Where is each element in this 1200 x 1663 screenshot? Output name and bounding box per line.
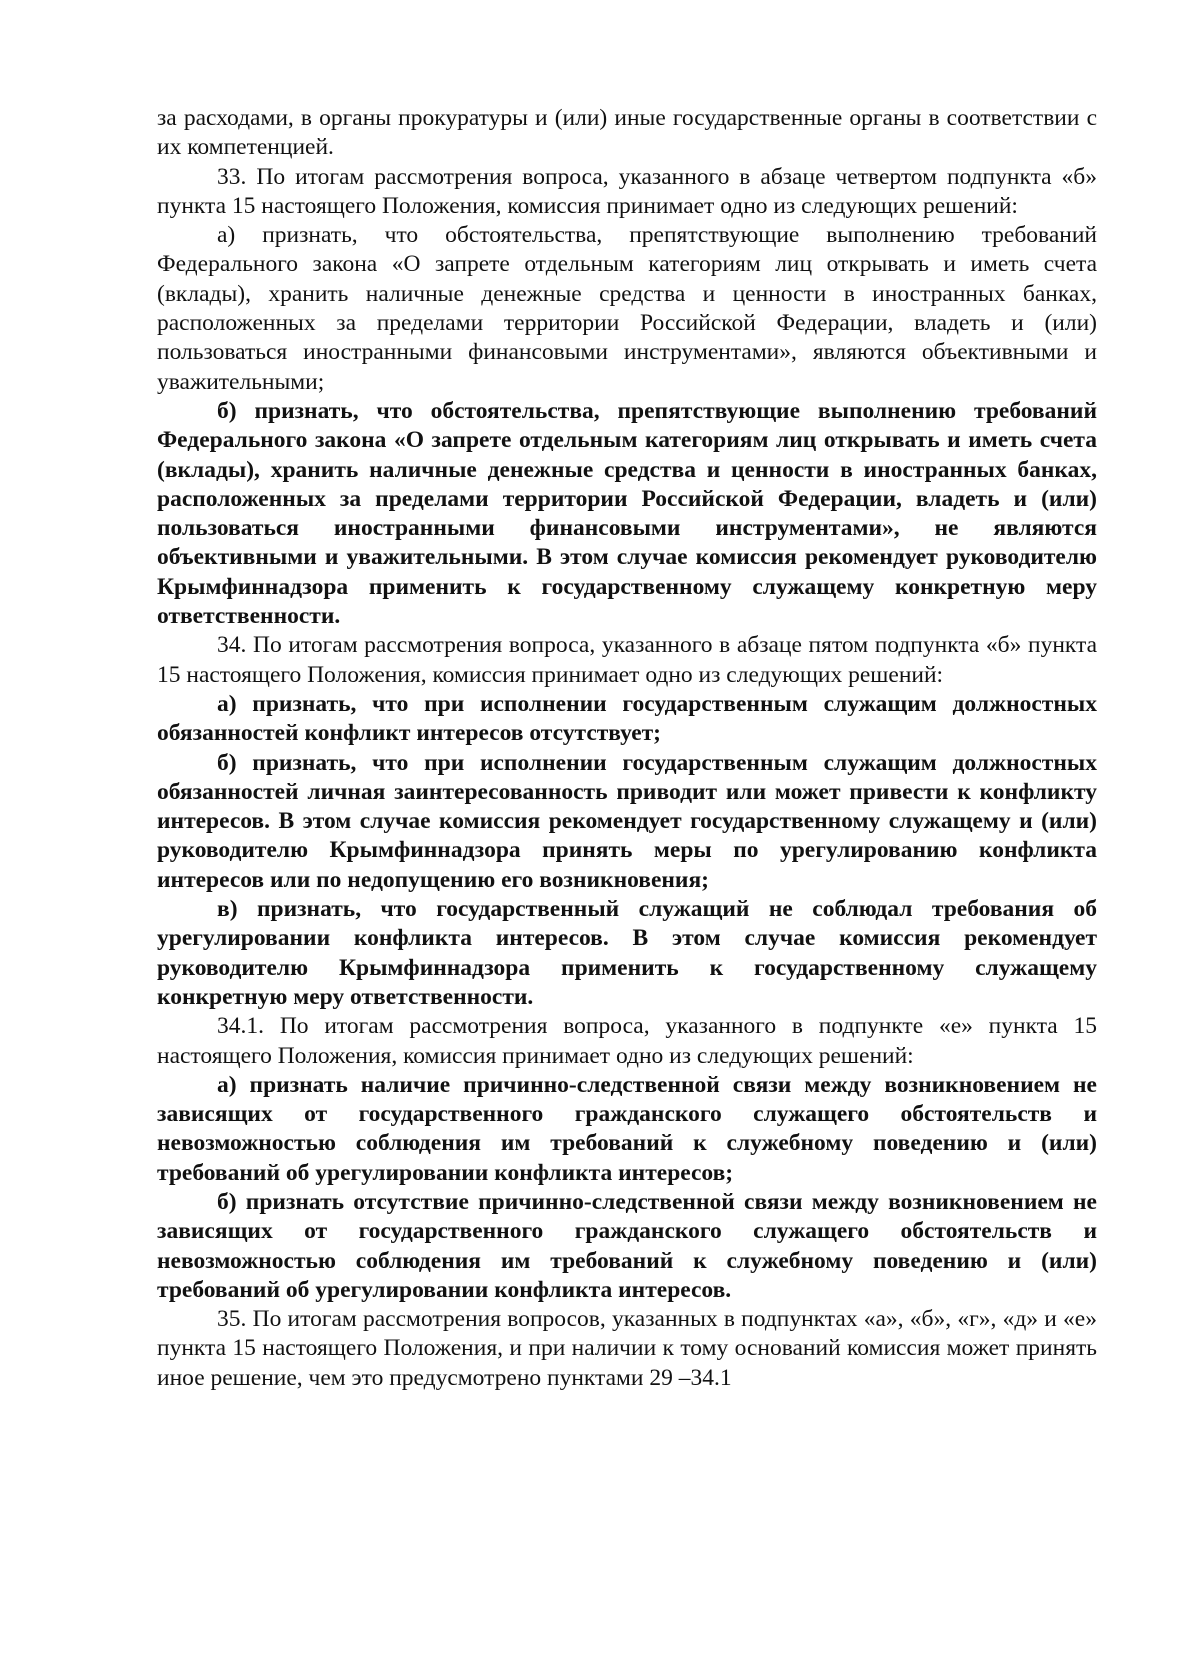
paragraph-item-34-1-a: а) признать наличие причинно-следственной связи между возникновением не зависящих от государственного гражданского служащего обстоятельств и невозможностью соблюдения им требований к служебному поведению и (или) требований об урегулировании конфликта интересов;	[157, 1071, 1097, 1186]
paragraph-item-34-1-b: б) признать отсутствие причинно-следственной связи между возникновением не зависящих от государственного гражданского служащего обстоятельств и невозможностью соблюдения им требований к служебному поведению и (или) требований об урегулировании конфликта интересов.	[157, 1188, 1097, 1303]
paragraph-item-34-b: б) признать, что при исполнении государственным служащим должностных обязанностей личная заинтересованность приводит или может привести к конфликту интересов. В этом случае комиссия рекомендует государственному служащему и (или) руководителю Крымфиннадзора принять меры по урегулированию конфликта интересов или по недопущению его возникновения;	[157, 749, 1097, 893]
paragraph-item-34-a: а) признать, что при исполнении государственным служащим должностных обязанностей конфликт интересов отсутствует;	[157, 690, 1097, 747]
paragraph-item-35: 35. По итогам рассмотрения вопросов, указанных в подпунктах «а», «б», «г», «д» и «е» пункта 15 настоящего Положения, и при наличии к тому оснований комиссия может принять иное решение, чем это предусмотрено пунктами 29 –34.1	[157, 1306, 1097, 1391]
paragraph-item-34: 34. По итогам рассмотрения вопроса, указанного в абзаце пятом подпункта «б» пункта 15 настоящего Положения, комиссия принимает одно из следующих решений:	[157, 632, 1097, 688]
paragraph-item-33: 33. По итогам рассмотрения вопроса, указанного в абзаце четвертом подпункта «б» пункта 15 настоящего Положения, комиссия принимает одно из следующих решений:	[157, 163, 1097, 219]
paragraph-item-34-1: 34.1. По итогам рассмотрения вопроса, указанного в подпункте «е» пункта 15 настоящего Положения, комиссия принимает одно из следующих решений:	[157, 1013, 1097, 1069]
paragraph-continuation: за расходами, в органы прокуратуры и (или) иные государственные органы в соответствии с их компетенцией.	[157, 105, 1097, 161]
paragraph-item-33-b: б) признать, что обстоятельства, препятствующие выполнению требований Федерального закона «О запрете отдельным категориям лиц открывать и иметь счета (вклады), хранить наличные денежные средства и ценности в иностранных банках, расположенных за пределами территории Российской Федерации, владеть и (или) пользоваться иностранными финансовыми инструментами», не являются объективными и уважительными. В этом случае комиссия рекомендует руководителю Крымфиннадзора применить к государственному служащему конкретную меру ответственности.	[157, 397, 1097, 630]
document-body	[157, 104, 1097, 1393]
paragraph-item-33-a: а) признать, что обстоятельства, препятствующие выполнению требований Федерального закона «О запрете отдельным категориям лиц открывать и иметь счета (вклады), хранить наличные денежные средства и ценности в иностранных банках, расположенных за пределами территории Российской Федерации, владеть и (или) пользоваться иностранными финансовыми инструментами», являются объективными и уважительными;	[157, 222, 1097, 395]
paragraph-item-34-v: в) признать, что государственный служащий не соблюдал требования об урегулировании конфликта интересов. В этом случае комиссия рекомендует руководителю Крымфиннадзора применить к государственному служащему конкретную меру ответственности.	[157, 896, 1097, 1010]
